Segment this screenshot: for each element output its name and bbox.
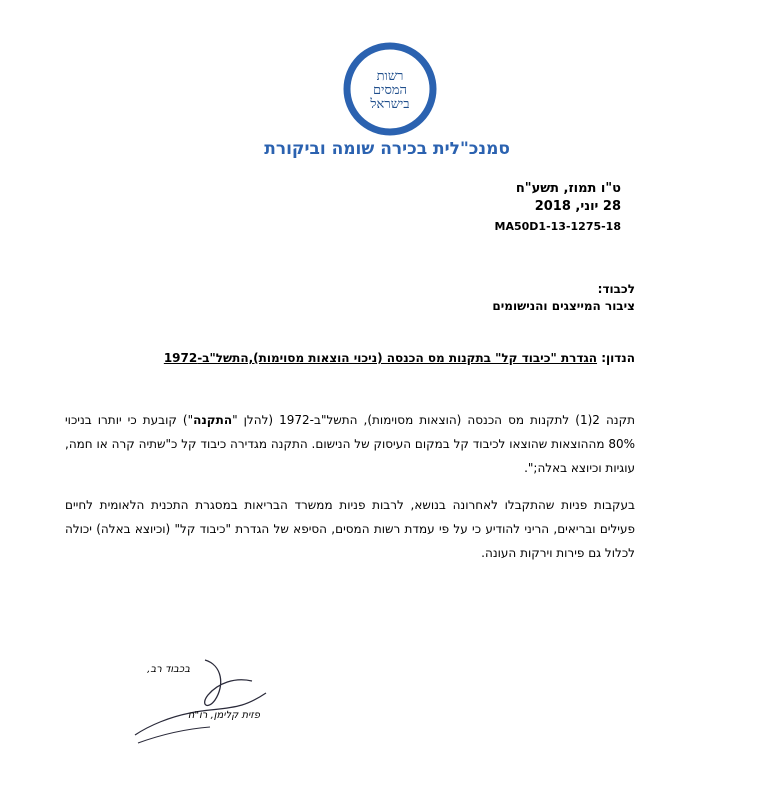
paragraph-1-bold-term: התקנה — [193, 413, 233, 427]
gregorian-date: 28 יוני, 2018 — [534, 199, 621, 214]
addressee-value: ציבור המייצגים והנישומים — [492, 299, 635, 313]
subject-label: הנדון: — [601, 351, 635, 365]
body-paragraph-1 — [65, 408, 635, 480]
subject-text: הגדרת "כיבוד קל" בתקנות מס הכנסה (ניכוי הוצאות מסוימות),התשל"ב-1972 — [163, 351, 598, 365]
addressee-label: לכבוד: — [597, 282, 635, 296]
paragraph-1-text-start: תקנה 2(1) לתקנות מס הכנסה (הוצאות מסוימות), התשל"ב-1972 (להלן " — [232, 413, 636, 427]
subject-line — [164, 351, 635, 365]
body-paragraph-2: בעקבות פניות שהתקבלו לאחרונה בנושא, לרבות פניות ממשרד הבריאות במסגרת התכנית הלאומית לחיים פעילים ובריאים, הריני להודיע כי על פי עמדת רשות המסים, הסיפא של הגדרת "כיבוד קל" (וכיוצא באלה) יכולה לכלול גם פירות וירקות העונה. — [65, 498, 635, 560]
logo-text: רשות המסים בישראל — [370, 69, 410, 112]
department-title: סמנכ"לית בכירה שומה וביקורת — [264, 139, 510, 159]
closing-greeting: בכבוד רב, — [147, 664, 190, 675]
hebrew-date: ט"ו תמוז, תשע"ח — [515, 181, 621, 196]
handwritten-signature-icon — [130, 655, 270, 750]
signer-name: פזית קלימן, רו"ח — [187, 710, 260, 721]
reference-number: MA50D1-13-1275-18 — [494, 220, 621, 233]
paragraph-1-text-end: ") קובעת כי יותרו בניכוי 80% מההוצאות שהוצאו לכיבוד קל במקום העיסוק של הנישום. התקנה מגדירה כיבוד קל כ"שתיה קרה או חמה, עוגיות וכיוצא באלה;". — [65, 413, 635, 475]
